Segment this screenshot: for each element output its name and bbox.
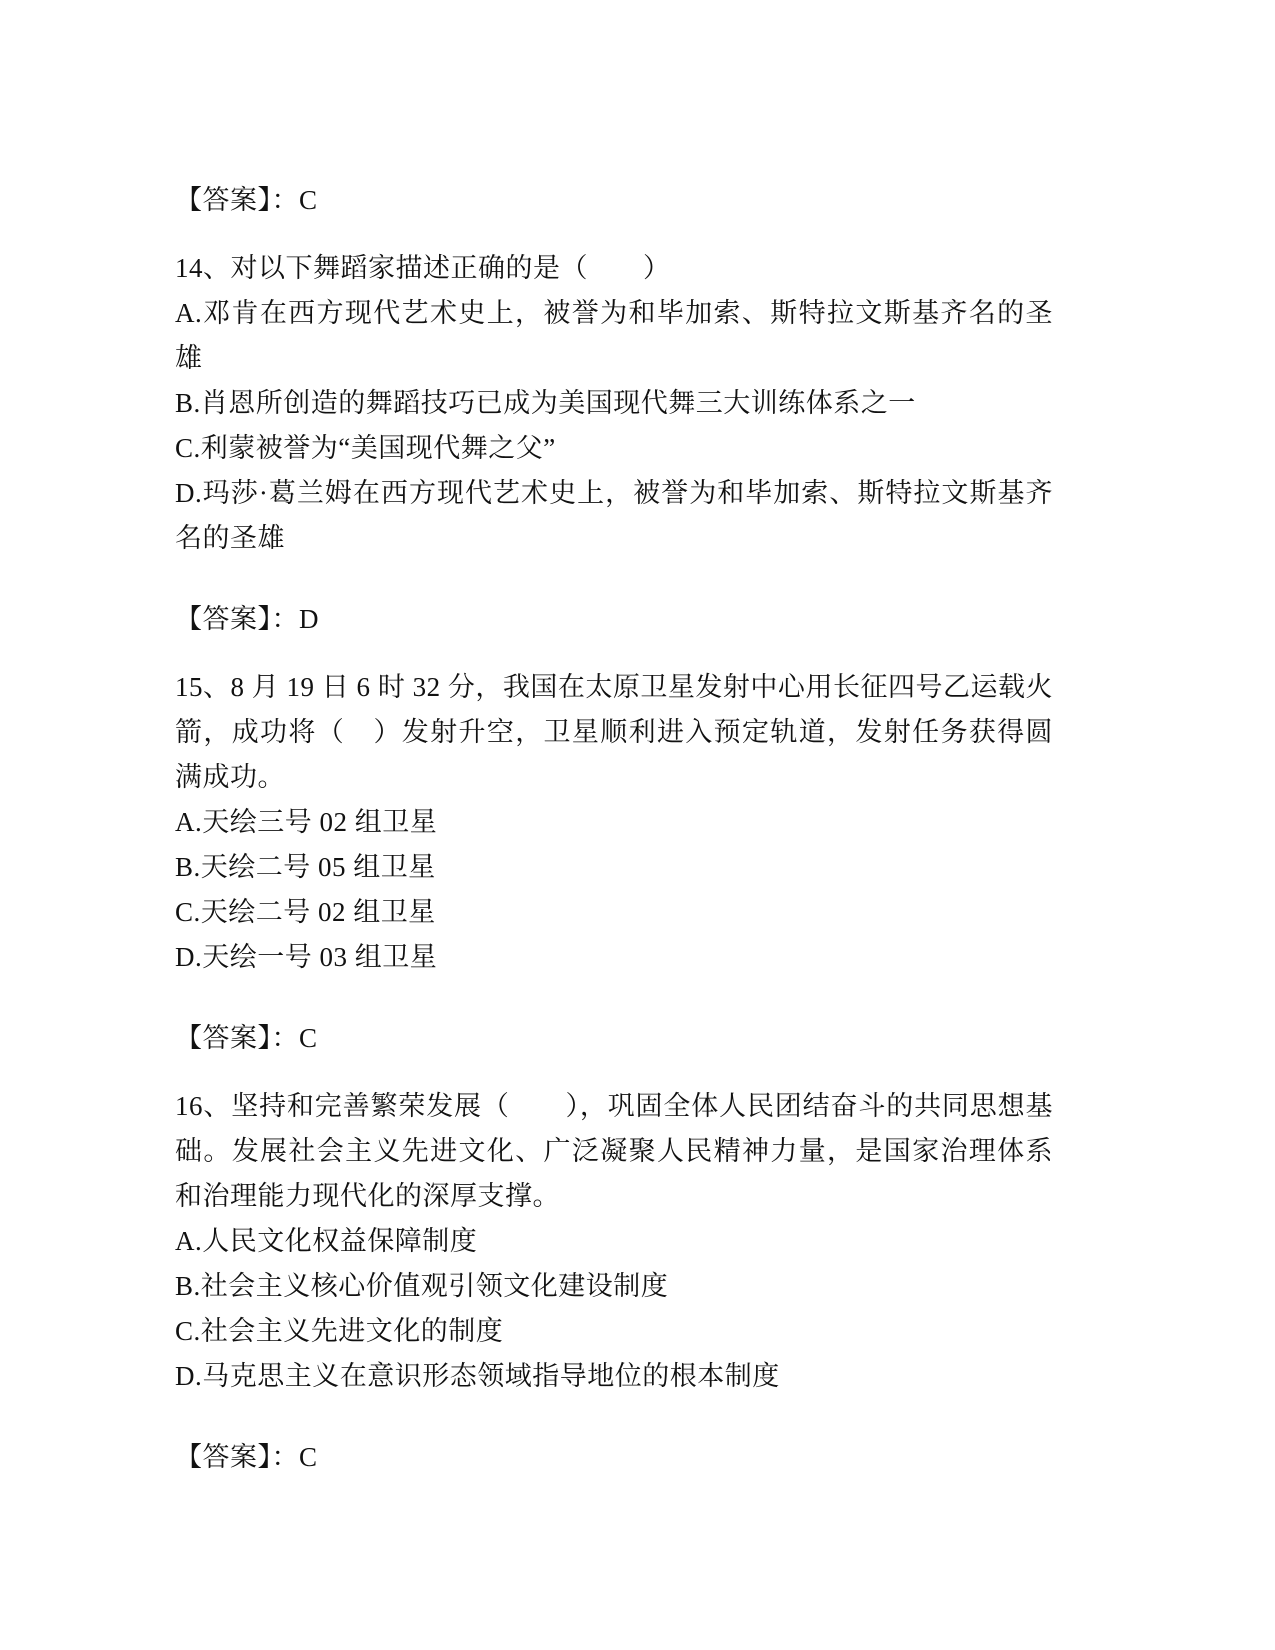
question-16-option-b: B.社会主义核心价值观引领文化建设制度 (175, 1271, 669, 1301)
question-15-option-b: B.天绘二号 05 组卫星 (175, 852, 436, 882)
question-15-option-d: D.天绘一号 03 组卫星 (175, 942, 438, 972)
question-14 (175, 246, 1053, 642)
question-14-answer-line: 【答案】：D (175, 604, 319, 634)
question-16-option-a: A.人民文化权益保障制度 (175, 1226, 478, 1256)
question-15-option-c: C.天绘二号 02 组卫星 (175, 897, 436, 927)
question-16-stem: 16、坚持和完善繁荣发展（ ），巩固全体人民团结奋斗的共同思想基础。发展社会主义先进文化、广泛凝聚人民精神力量，是国家治理体系和治理能力现代化的深厚支撑。 (175, 1091, 1053, 1211)
question-14-option-b: B.肖恩所创造的舞蹈技巧已成为美国现代舞三大训练体系之一 (175, 388, 916, 418)
question-14-option-c: C.利蒙被誉为“美国现代舞之父” (175, 433, 556, 463)
question-14-stem: 14、对以下舞蹈家描述正确的是（ ） (175, 253, 671, 283)
question-15 (175, 665, 1053, 1061)
previous-answer-line: 【答案】：C (175, 185, 318, 215)
question-16-answer-line: 【答案】：C (175, 1442, 318, 1472)
question-16-option-c: C.社会主义先进文化的制度 (175, 1316, 504, 1346)
question-15-option-a: A.天绘三号 02 组卫星 (175, 807, 438, 837)
question-16 (175, 1084, 1053, 1480)
question-15-answer-line: 【答案】：C (175, 1023, 318, 1053)
question-14-option-a: A.邓肯在西方现代艺术史上，被誉为和毕加索、斯特拉文斯基齐名的圣雄 (175, 298, 1053, 373)
question-15-stem: 15、8 月 19 日 6 时 32 分，我国在太原卫星发射中心用长征四号乙运载火箭，成功将（ ）发射升空，卫星顺利进入预定轨道，发射任务获得圆满成功。 (175, 672, 1053, 792)
question-14-option-d: D.玛莎·葛兰姆在西方现代艺术史上，被誉为和毕加索、斯特拉文斯基齐名的圣雄 (175, 478, 1053, 553)
question-16-option-d: D.马克思主义在意识形态领域指导地位的根本制度 (175, 1361, 780, 1391)
